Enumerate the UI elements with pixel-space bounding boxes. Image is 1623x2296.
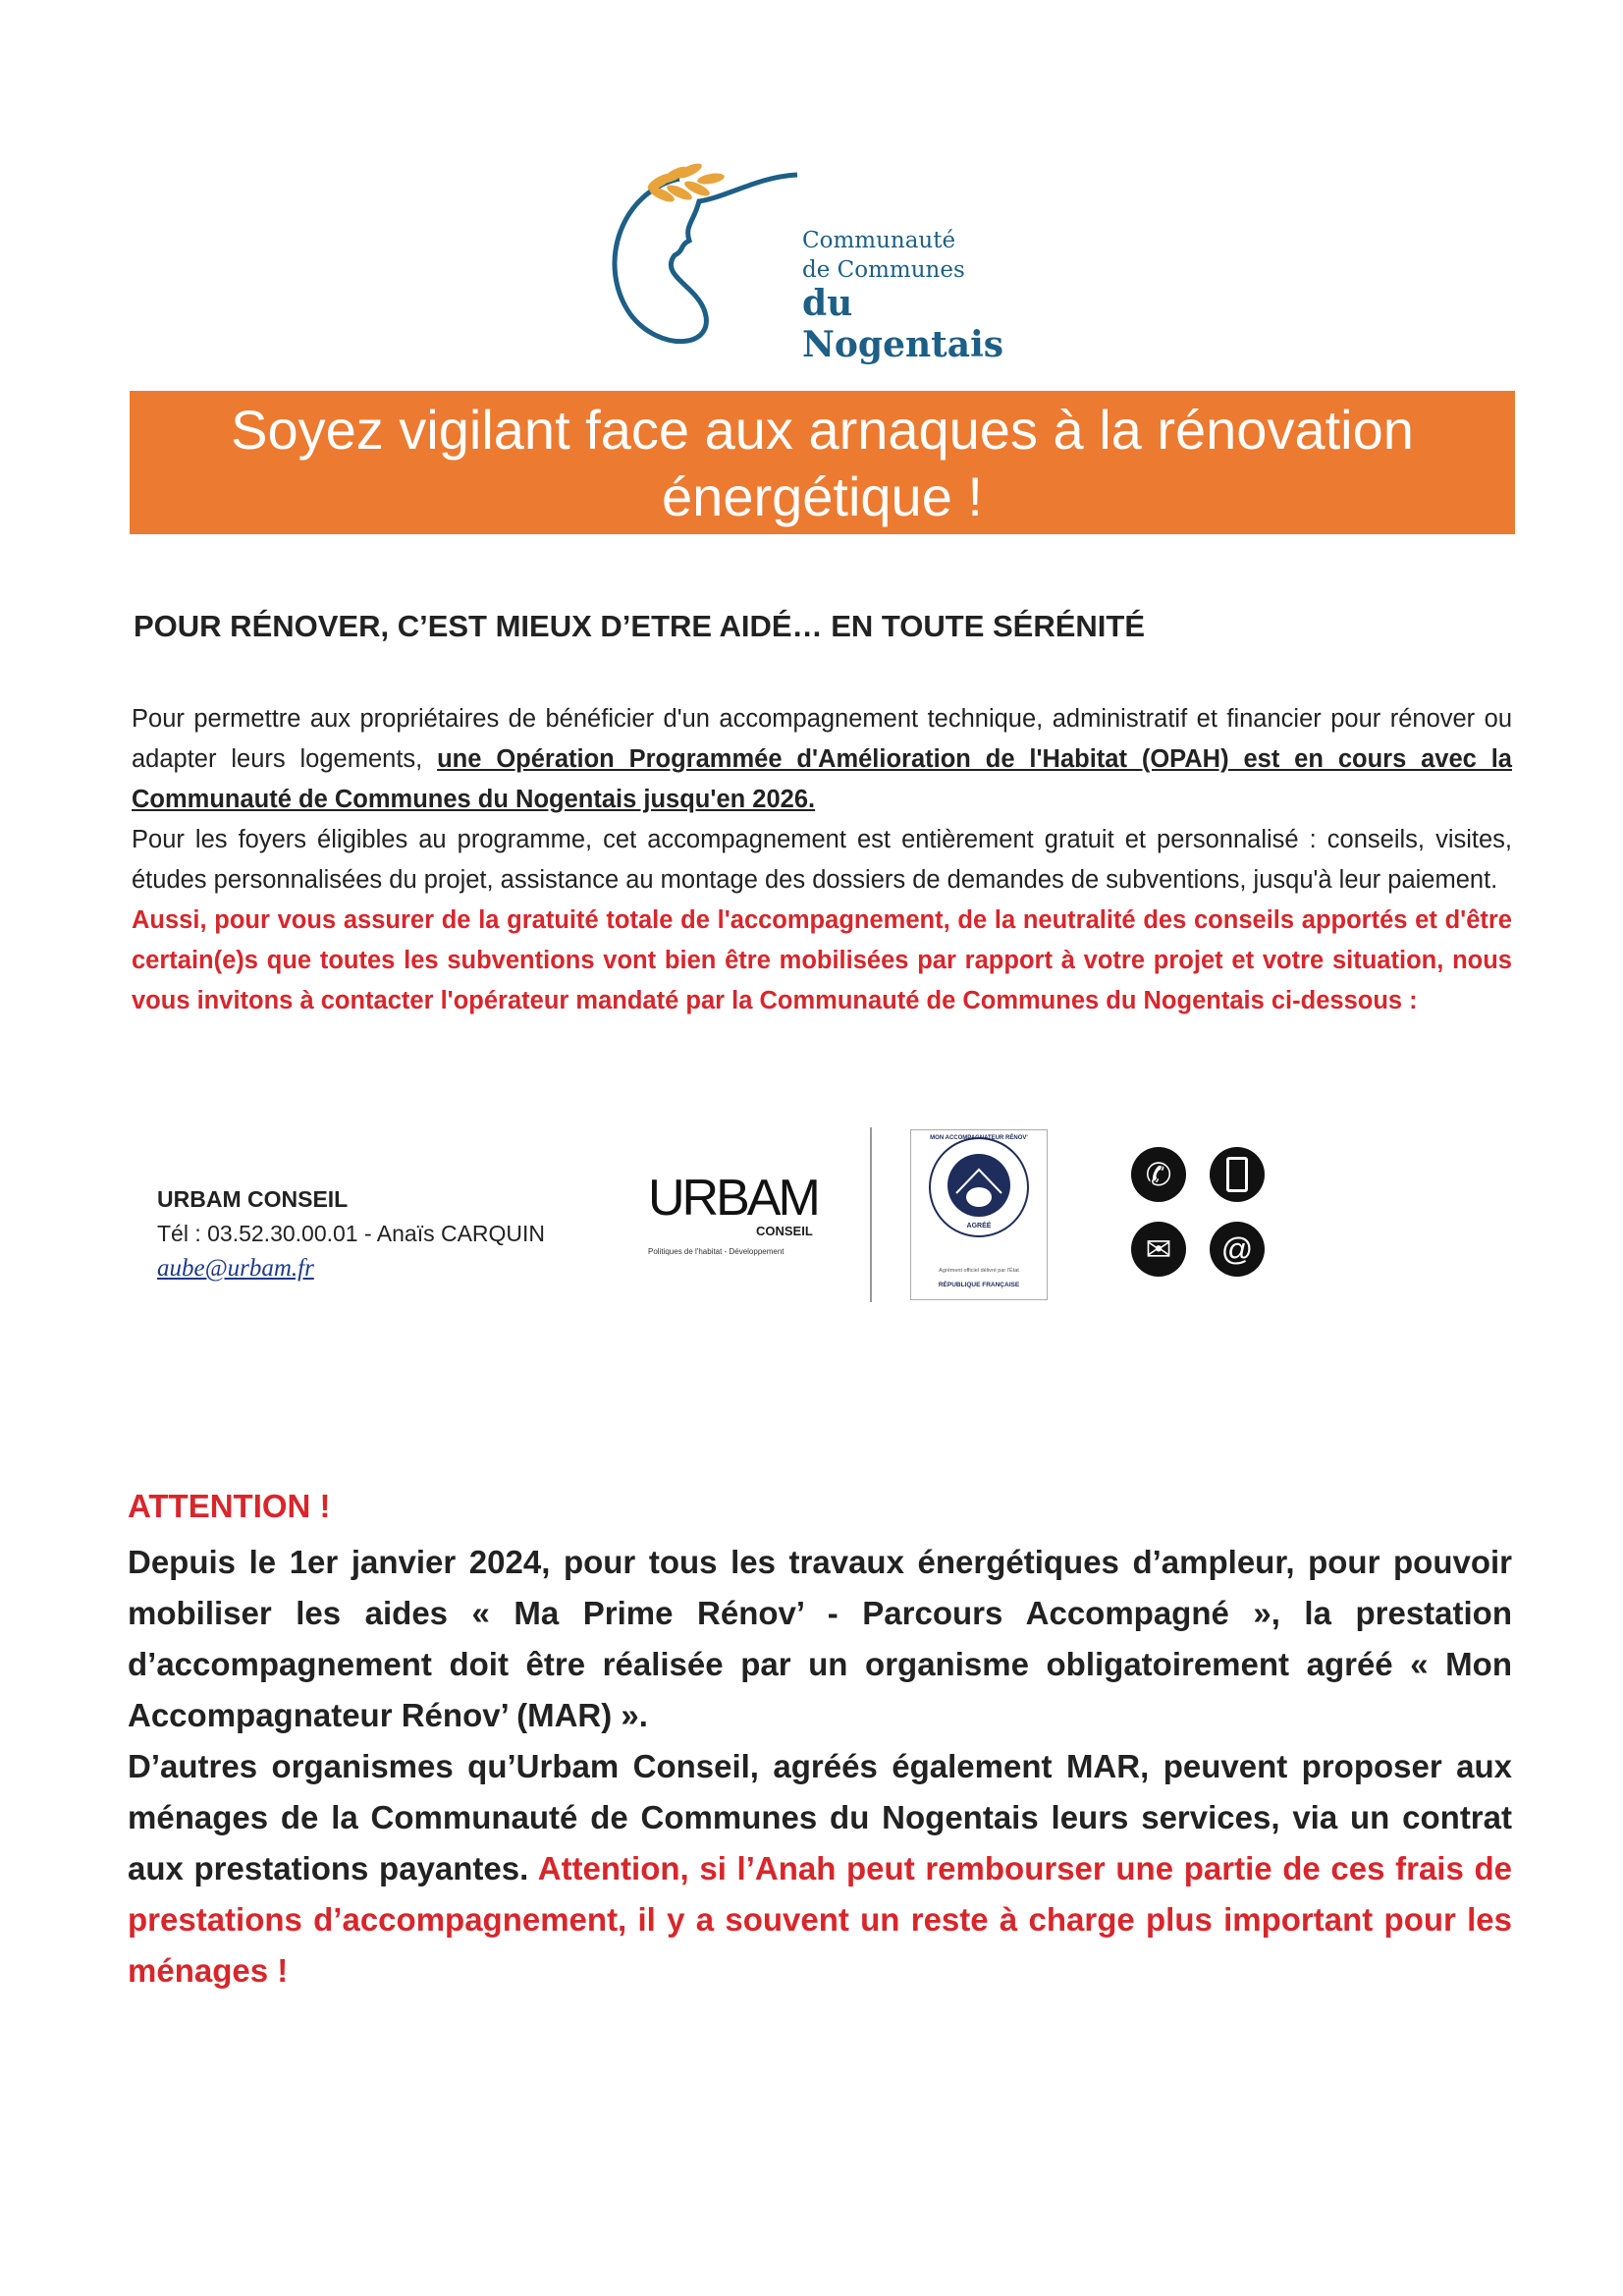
mail-icon: ✉ xyxy=(1131,1222,1186,1277)
urbam-logo-name: URBAM xyxy=(648,1170,818,1227)
mar-republic: RÉPUBLIQUE FRANÇAISE xyxy=(938,1282,1020,1288)
section-heading: POUR RÉNOVER, C’EST MIEUX D’ETRE AIDÉ… EN TOUTE SÉRÉNITÉ xyxy=(134,609,1146,643)
attention-text xyxy=(128,1537,1512,1996)
phone-icon: ✆ xyxy=(1131,1147,1186,1202)
p3-red-text: Aussi, pour vous assurer de la gratuité totale de l'accompagnement, de la neutralité des conseils apportés et d'être certain(e)s que toutes les subventions vont bien être mobilisées par rapport à votre projet et votre situation, nous vous invitons à contacter l'opérateur mandaté par la Communauté de Communes du Nogentais ci-dessous : xyxy=(132,906,1512,1014)
attention-p2-red: Attention, si l’Anah peut rembourser une partie de ces frais de prestations d’accompagnement, il y a souvent un reste à charge plus important pour les ménages ! xyxy=(128,1850,1512,1989)
logo-divider xyxy=(870,1127,872,1302)
logo-line-1: Communauté xyxy=(802,228,956,253)
attention-title: ATTENTION ! xyxy=(128,1488,331,1524)
logo-line-2: de Communes xyxy=(802,257,965,283)
p1-text: Pour permettre aux propriétaires de bénéficier d'un accompagnement technique, administratif et financier pour rénover ou adapter leurs logements, xyxy=(132,705,1512,773)
mar-ring-text: MON ACCOMPAGNATEUR RÉNOV' xyxy=(930,1135,1028,1141)
contact-block xyxy=(157,1182,545,1285)
contact-name: URBAM CONSEIL xyxy=(157,1186,349,1212)
urbam-logo xyxy=(646,1149,833,1262)
at-icon: @ xyxy=(1210,1222,1265,1277)
attention-p1: Depuis le 1er janvier 2024, pour tous les travaux énergétiques d’ampleur, pour pouvoir mobiliser les aides « Ma Prime Rénov’ - Parcours Accompagné », la prestation d’accompagnement doit être réalisée par un organisme obligatoirement agréé « Mon Accompagnateur Rénov’ (MAR) ». xyxy=(128,1544,1512,1733)
contact-email-link[interactable]: aube@urbam.fr xyxy=(157,1255,314,1282)
mar-agree-text: AGRÉÉ xyxy=(966,1223,992,1230)
mobile-icon xyxy=(1210,1147,1265,1202)
urbam-logo-sub: CONSEIL xyxy=(756,1224,813,1238)
contact-phone: Tél : 03.52.30.00.01 - Anaïs CARQUIN xyxy=(157,1221,546,1246)
title-banner: Soyez vigilant face aux arnaques à la rénovation énergétique ! xyxy=(130,391,1515,534)
logo-line-3: du Nogentais xyxy=(802,283,1004,365)
mar-note: Agrément officiel délivré par l'État xyxy=(939,1268,1019,1274)
attention-p2: D’autres organismes qu’Urbam Conseil, agréés également MAR, peuvent proposer aux ménages de la Communauté de Communes du Nogentais leurs services, via un contrat aux prestations payantes. xyxy=(128,1748,1512,1886)
urbam-logo-tagline: Politiques de l'habitat - Développement xyxy=(648,1247,784,1256)
opah-underlined-text: une Opération Programmée d'Amélioration de l'Habitat (OPAH) est en cours avec la Communauté de Communes du Nogentais jusqu'en 2026. xyxy=(132,745,1512,813)
mar-badge xyxy=(910,1129,1048,1300)
intro-text xyxy=(132,699,1512,1021)
cc-nogentais-logo xyxy=(601,157,1062,365)
p2-text: Pour les foyers éligibles au programme, cet accompagnement est entièrement gratuit et personnalisé : conseils, visites, études personnalisées du projet, assistance au montage des dossiers de demandes de subventions, jusqu'à leur paiement. xyxy=(132,826,1512,894)
